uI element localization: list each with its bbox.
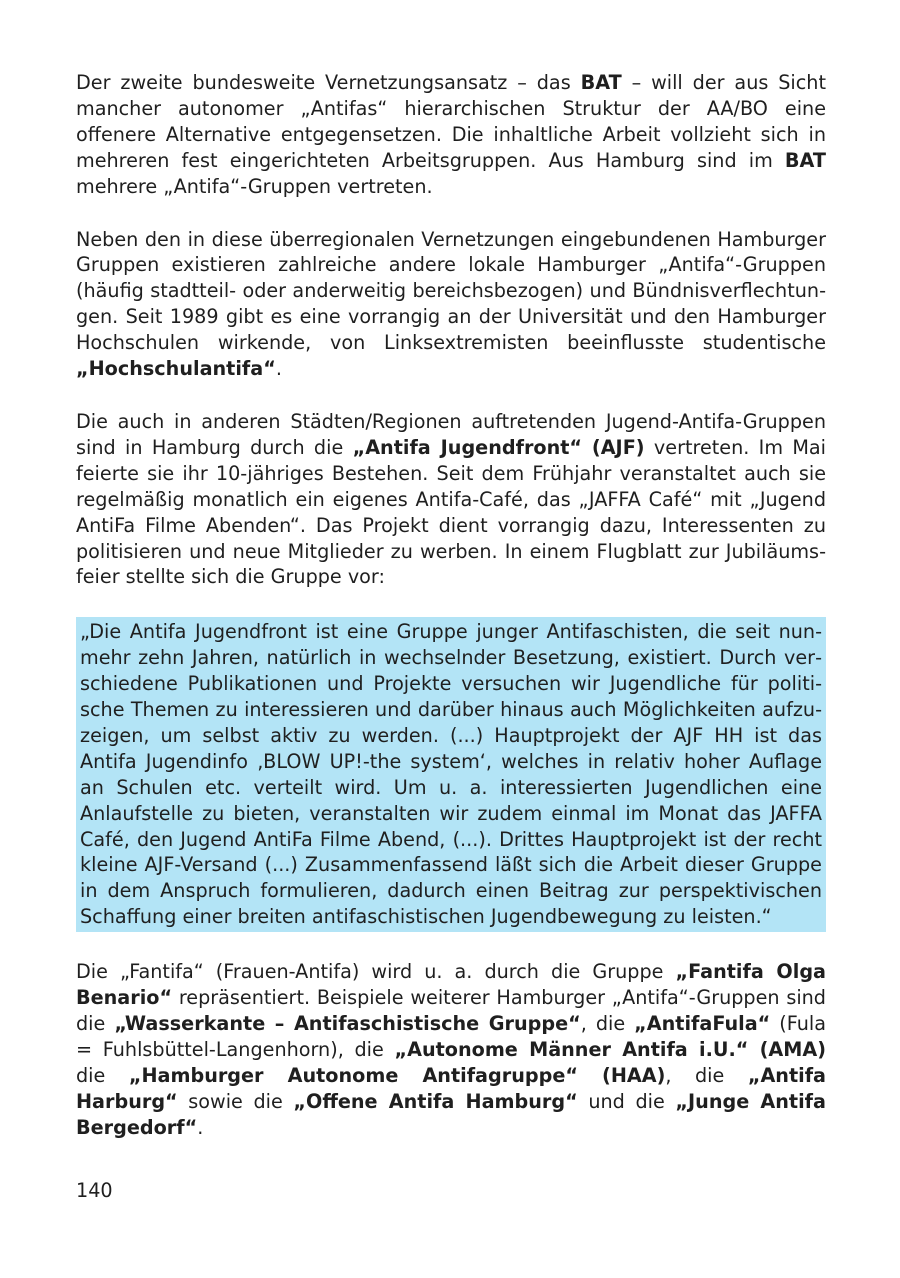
text-span: (Fula = Fuhlsbüttel-Langenhorn), die: [76, 1012, 826, 1061]
bold-term: „Wasserkante – Antifaschistische Gruppe“: [114, 1012, 581, 1035]
text-span: Neben den in diese überregionalen Vernetzungen eingebundenen Hamburger Gruppen existieren zahlreiche andere lokale Hamburger „Antifa“-Gruppen (häufig stadtteil- oder anderweitig bereichsbezogen) und Bündnisverflechtungen. Seit 1989 gibt es eine vorrangig an der Universität und den Hamburger Hochschulen wirkende, von Linksextremisten beeinflusste studentische: [76, 227, 826, 355]
bold-term: „AntifaFula“: [634, 1012, 771, 1035]
text-span: , die: [580, 1012, 635, 1035]
text-span: Die „Fantifa“ (Frauen-Antifa) wird u. a. durch die Gruppe: [76, 960, 676, 984]
page-body: [76, 70, 826, 1168]
bold-term-bat: BAT: [784, 148, 826, 172]
page-number: 140: [76, 1179, 113, 1202]
text-span: und die: [577, 1089, 676, 1113]
paragraph-local-groups: [76, 227, 826, 382]
text-span: , die: [665, 1063, 748, 1087]
bold-term: „Hamburger Autonome Antifagruppe“ (HAA): [128, 1063, 666, 1087]
bold-term: „Autonome Männer Antifa i.U.“ (AMA): [394, 1037, 826, 1061]
bold-term: „Junge Antifa Bergedorf“: [76, 1089, 826, 1139]
highlighted-quote: „Die Antifa Jugendfront ist eine Gruppe junger Antifaschisten, die seit nunmehr zehn Jahren, natürlich in wechselnder Besetzung, existiert. Durch verschiedene Publikationen und Projekte versuchen wir Jugendliche für politische Themen zu interessieren und darüber hinaus auch Möglichkeiten aufzuzeigen, um selbst aktiv zu werden. (...) Hauptprojekt der AJF HH ist das Antifa Jugendinfo ‚BLOW UP!-the system‘, welches in relativ hoher Auflage an Schulen etc. verteilt wird. Um u. a. interessierten Jugendlichen eine Anlaufstelle zu bieten, veranstalten wir zudem einmal im Monat das JAFFA Café, den Jugend AntiFa Filme Abend, (...). Drittes Hauptprojekt ist der recht kleine AJF-Versand (...) Zusammenfassend läßt sich die Arbeit dieser Gruppe in dem Anspruch formulieren, dadurch einen Beitrag zur perspektivischen Schaffung einer breiten antifaschistischen Jugendbewegung zu leisten.“: [76, 617, 826, 932]
text-span: – will der aus Sicht mancher autonomer „Antifas“ hierarchischen Struktur der AA/BO eine offenere Alternative entgegensetzen. Die inhaltliche Arbeit vollzieht sich in mehreren fest eingerichteten Arbeitsgruppen. Aus Hamburg sind im: [76, 71, 826, 172]
bold-term: „Fantifa Olga Benario“: [76, 960, 827, 1010]
bold-term: „Antifa Harburg“: [76, 1063, 826, 1113]
text-span: mehrere „Antifa“-Gruppen vertreten.: [76, 174, 433, 198]
bold-term-hochschulantifa: „Hochschulantifa“: [76, 357, 276, 381]
text-span: .: [197, 1115, 204, 1139]
text-span: Die auch in anderen Städten/Regionen auftretenden Jugend-Antifa-Gruppen sind in Hamburg durch die: [76, 409, 826, 459]
text-span: die: [76, 1063, 129, 1087]
bold-term: „Offene Antifa Hamburg“: [293, 1089, 578, 1113]
paragraph-youth-antifa: [76, 409, 826, 590]
text-span: sowie die: [177, 1089, 294, 1113]
text-span: repräsentiert. Beispiele weiterer Hamburger „Antifa“-Gruppen sind die: [76, 986, 826, 1035]
text-span: vertreten. Im Mai feierte sie ihr 10-jähriges Bestehen. Seit dem Frühjahr veranstaltet auch sie regelmäßig monatlich ein eigenes Antifa-Café, das „JAFFA Café“ mit „Jugend AntiFa Filme Abenden“. Das Projekt dient vorrangig dazu, Interessenten zu politisieren und neue Mitglieder zu werben. In einem Flugblatt zur Jubiläumsfeier stellte sich die Gruppe vor:: [76, 435, 826, 589]
paragraph-fantifa: [76, 959, 826, 1140]
paragraph-bat: [76, 70, 826, 200]
bold-term-ajf: „Antifa Jugendfront“ (AJF): [352, 435, 645, 459]
text-span: Der zweite bundesweite Vernetzungsansatz – das: [76, 71, 581, 94]
text-span: .: [275, 357, 282, 381]
bold-term-bat: BAT: [580, 71, 622, 94]
